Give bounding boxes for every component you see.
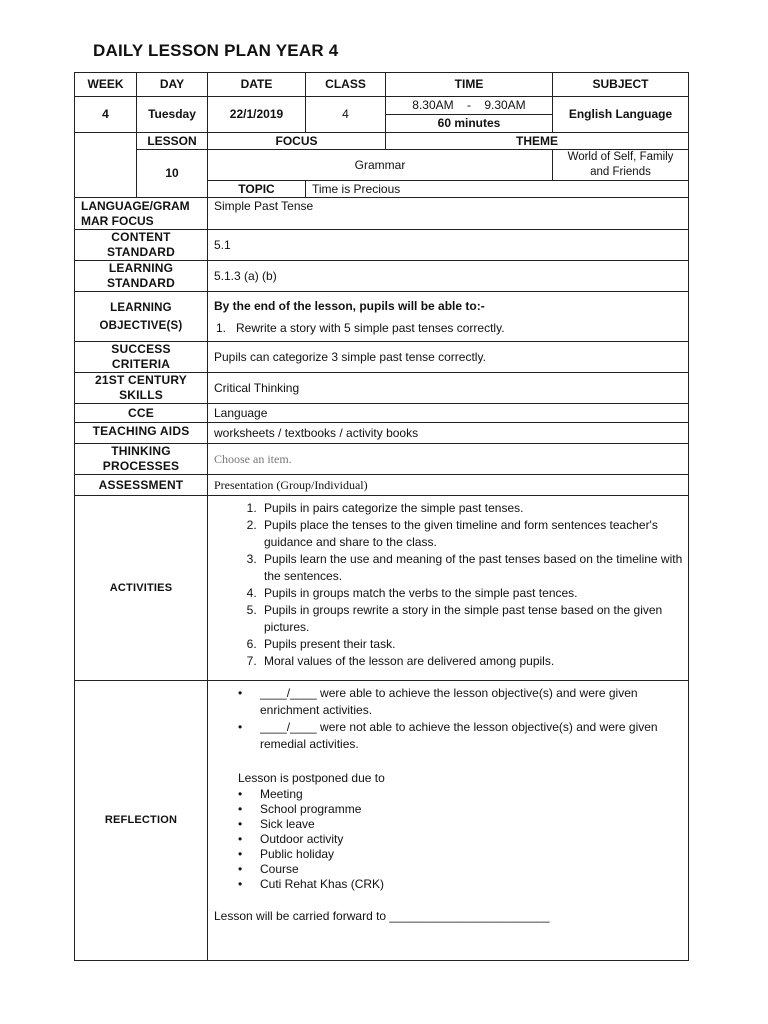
page-title: DAILY LESSON PLAN YEAR 4 [93, 41, 339, 60]
subject-header: SUBJECT [553, 73, 689, 97]
assessment-value: Presentation (Group/Individual) [208, 475, 689, 496]
learning-standard-value: 5.1.3 (a) (b) [208, 261, 689, 292]
carried-forward-line: Lesson will be carried forward to ________________________ [214, 909, 550, 923]
blank-cell [75, 133, 137, 198]
objective-item: 1. Rewrite a story with 5 simple past tenses correctly. [216, 320, 505, 335]
class-value: 4 [306, 97, 386, 133]
learning-standard-label: LEARNING STANDARD [75, 261, 208, 292]
activities-list [208, 500, 688, 670]
learning-objective-value [208, 292, 689, 342]
language-focus-value: Simple Past Tense [208, 198, 689, 230]
postponed-reason: • Meeting [238, 787, 303, 801]
reflection-label: REFLECTION [75, 681, 208, 961]
activity-item: 4. Pupils in groups match the verbs to the simple past tences. [260, 585, 688, 602]
assessment-label: ASSESSMENT [75, 475, 208, 496]
reflection-value [208, 681, 689, 961]
topic-value: Time is Precious [306, 181, 689, 198]
activity-item: 5. Pupils in groups rewrite a story in the simple past tense based on the given pictures. [260, 602, 688, 636]
postponed-reasons [214, 787, 682, 892]
activity-item: 2. Pupils place the tenses to the given timeline and form sentences teacher's guidance and share to the class. [260, 517, 688, 551]
teaching-aids-label: TEACHING AIDS [75, 423, 208, 444]
reflection-outcomes [214, 685, 682, 753]
lesson-number: 10 [137, 150, 208, 198]
week-header: WEEK [75, 73, 137, 97]
assessment-row [75, 475, 689, 496]
focus-header: FOCUS [208, 133, 386, 150]
time-cell [386, 97, 553, 133]
week-value: 4 [75, 97, 137, 133]
postponed-reason: • School programme [238, 802, 362, 816]
postponed-reason: • Public holiday [238, 847, 335, 861]
subject-value: English Language [553, 97, 689, 133]
theme-header: THEME [386, 133, 689, 150]
reflection-outcome-item: • ____/____ were able to achieve the lesson objective(s) and were given enrichment activities. [238, 686, 638, 717]
activity-item: 7. Moral values of the lesson are delivered among pupils. [260, 653, 688, 670]
activities-label: ACTIVITIES [75, 496, 208, 681]
postponed-reason: • Outdoor activity [238, 832, 344, 846]
header-values-row [75, 97, 689, 133]
reflection-outcome-item: • ____/____ were not able to achieve the lesson objective(s) and were given remedial activities. [238, 720, 658, 751]
day-header: DAY [137, 73, 208, 97]
time-header: TIME [386, 73, 553, 97]
postponed-intro: Lesson is postponed due to [238, 771, 385, 785]
postponed-reason: • Sick leave [238, 817, 315, 831]
activities-value [208, 496, 689, 681]
learning-objective-label: LEARNING OBJECTIVE(S) [75, 292, 208, 342]
header-row [75, 73, 689, 97]
activity-item: 6. Pupils present their task. [260, 636, 688, 653]
teaching-aids-row [75, 423, 689, 444]
language-focus-row [75, 198, 689, 230]
success-criteria-row [75, 342, 689, 373]
content-standard-value: 5.1 [208, 230, 689, 261]
cce-label: CCE [75, 404, 208, 423]
cce-value: Language [208, 404, 689, 423]
learning-standard-row [75, 261, 689, 292]
century-skills-row [75, 373, 689, 404]
reflection-row [75, 681, 689, 961]
activity-item: 3. Pupils learn the use and meaning of the past tenses based on the timeline with the sentences. [260, 551, 688, 585]
content-standard-label: CONTENT STANDARD [75, 230, 208, 261]
century-skills-label: 21ST CENTURY SKILLS [75, 373, 208, 404]
success-criteria-label: SUCCESS CRITERIA [75, 342, 208, 373]
thinking-processes-label: THINKING PROCESSES [75, 444, 208, 475]
postponed-reason: • Cuti Rehat Khas (CRK) [238, 877, 385, 891]
teaching-aids-value: worksheets / textbooks / activity books [208, 423, 689, 444]
century-skills-value: Critical Thinking [208, 373, 689, 404]
cce-row [75, 404, 689, 423]
topic-label: TOPIC [208, 181, 306, 198]
lesson-plan-table [74, 72, 689, 961]
objective-intro: By the end of the lesson, pupils will be able to:- [214, 298, 485, 313]
thinking-processes-row [75, 444, 689, 475]
postponed-reason: • Course [238, 862, 299, 876]
thinking-processes-dropdown[interactable]: Choose an item. [208, 444, 689, 475]
learning-objective-row [75, 292, 689, 342]
content-standard-row [75, 230, 689, 261]
focus-value: Grammar [208, 150, 553, 181]
time-duration: 60 minutes [437, 116, 501, 130]
time-range: 8.30AM - 9.30AM [386, 97, 552, 115]
lesson-header: LESSON [137, 133, 208, 150]
activities-row [75, 496, 689, 681]
class-header: CLASS [306, 73, 386, 97]
theme-value: World of Self, Family and Friends [553, 150, 689, 181]
lesson-values-row [75, 150, 689, 181]
day-value: Tuesday [137, 97, 208, 133]
lesson-header-row [75, 133, 689, 150]
date-value: 22/1/2019 [208, 97, 306, 133]
success-criteria-value: Pupils can categorize 3 simple past tense correctly. [208, 342, 689, 373]
language-focus-label: LANGUAGE/GRAM MAR FOCUS [75, 198, 208, 230]
date-header: DATE [208, 73, 306, 97]
activity-item: 1. Pupils in pairs categorize the simple past tenses. [260, 500, 688, 517]
